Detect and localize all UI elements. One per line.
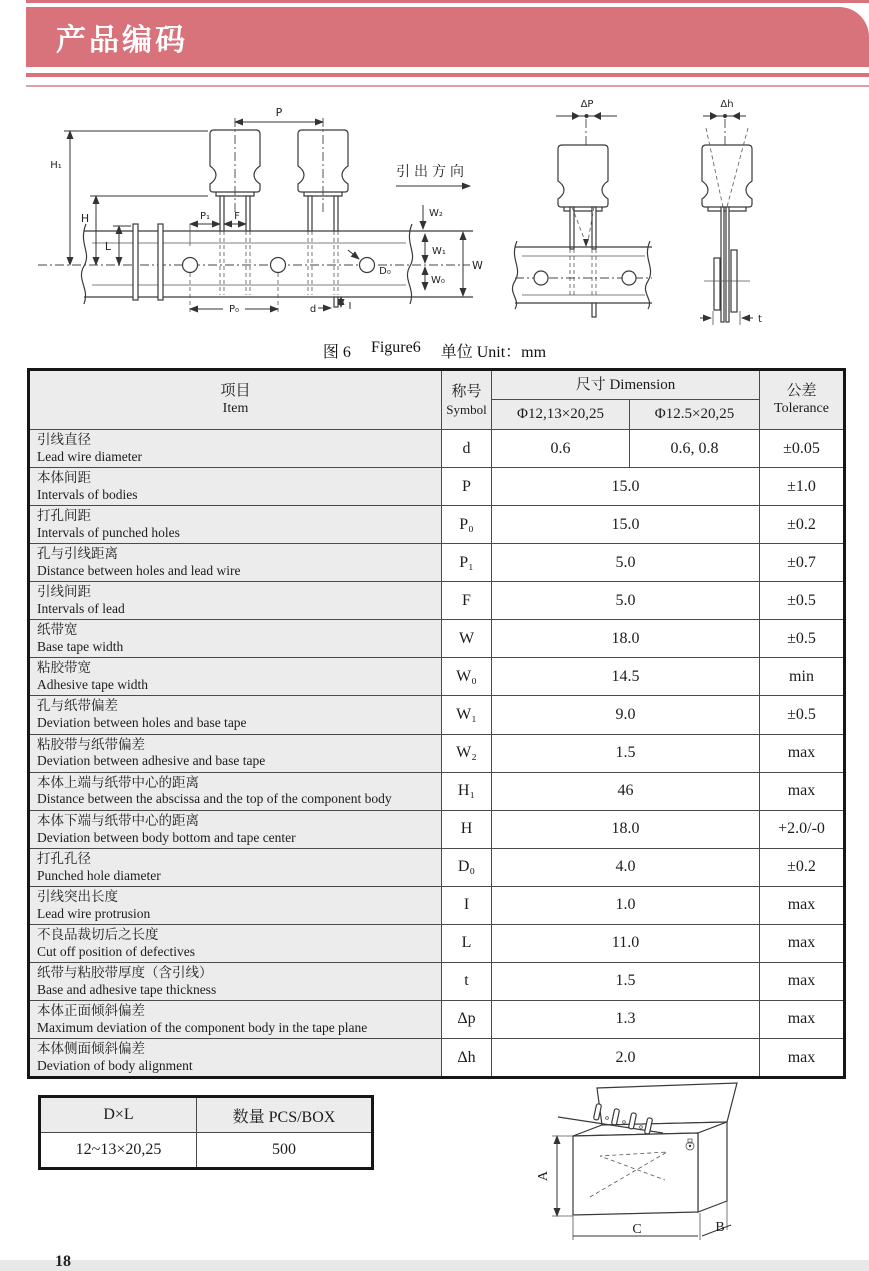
page-number: 18: [55, 1253, 71, 1270]
tolerance-cell: max: [760, 1000, 845, 1038]
tolerance-cell: max: [760, 962, 845, 1000]
item-en: Lead wire protrusion: [37, 905, 151, 921]
item-en: Lead wire diameter: [37, 448, 142, 464]
item-zh: 引线突出长度: [37, 888, 118, 904]
symbol-cell: H₁: [442, 772, 492, 810]
table-row: [29, 430, 845, 468]
item-zh: 本体下端与纸带中心的距离: [37, 812, 199, 828]
item-en: Deviation between body bottom and tape center: [37, 829, 296, 845]
label-delta-h: Δh: [720, 99, 734, 110]
symbol-cell: d: [442, 430, 492, 468]
item-cell: [29, 848, 442, 886]
page-title: 产品编码: [56, 23, 188, 58]
symbol-cell: L: [442, 924, 492, 962]
item-cell: [29, 582, 442, 620]
item-cell: [29, 544, 442, 582]
item-zh: 本体正面倾斜偏差: [37, 1002, 145, 1018]
header-item-en: Item: [222, 400, 249, 416]
box-drawing: [536, 1083, 737, 1240]
tolerance-cell: max: [760, 1039, 845, 1078]
delta-h-drawing: [700, 99, 762, 325]
item-cell: [29, 468, 442, 506]
item-cell: [29, 506, 442, 544]
dimension-cell: 46: [492, 772, 760, 810]
header-symbol-zh: 称号: [451, 383, 482, 400]
delta-p-drawing: [512, 99, 652, 317]
header-dim-col2: Φ12.5×20,25: [630, 400, 760, 430]
tolerance-cell: ±0.5: [760, 582, 845, 620]
figure-caption-unit: 单位 Unit：mm: [440, 344, 547, 361]
item-cell: [29, 1000, 442, 1038]
header-symbol: [442, 370, 492, 430]
header-dimension: 尺寸 Dimension: [492, 370, 760, 400]
dimension-cell: 15.0: [492, 506, 760, 544]
table-row: [29, 506, 845, 544]
symbol-cell: D₀: [442, 848, 492, 886]
table-row: [29, 658, 845, 696]
item-zh: 本体侧面倾斜偏差: [37, 1041, 145, 1056]
item-cell: [29, 734, 442, 772]
item-cell: [29, 810, 442, 848]
tolerance-cell: ±0.5: [760, 620, 845, 658]
label-delta-p: ΔP: [580, 99, 594, 110]
item-cell: [29, 962, 442, 1000]
label-l: L: [104, 240, 112, 253]
figure6-drawing: [30, 95, 840, 340]
table-row: [29, 962, 845, 1000]
tolerance-cell: min: [760, 658, 845, 696]
label-box-c: C: [632, 1222, 642, 1237]
item-zh: 粘胶带与纸带偏差: [37, 736, 145, 752]
tolerance-cell: ±0.5: [760, 696, 845, 734]
table-row: [29, 734, 845, 772]
symbol-cell: W₀: [442, 658, 492, 696]
symbol-cell: P₀: [442, 506, 492, 544]
table-row: [29, 696, 845, 734]
tolerance-cell: max: [760, 886, 845, 924]
symbol-cell: F: [442, 582, 492, 620]
item-zh: 纸带与粘胶带厚度（含引线）: [37, 964, 213, 980]
table-row: [29, 620, 845, 658]
table-row: [29, 886, 845, 924]
table-row: [29, 772, 845, 810]
dimension-cell: 9.0: [492, 696, 760, 734]
dimension-table: [27, 368, 846, 1079]
item-en: Intervals of lead: [37, 601, 125, 617]
label-w0: W₀: [431, 275, 445, 286]
label-w2: W₂: [429, 208, 443, 219]
item-en: Distance between the abscissa and the top of the component body: [37, 791, 392, 807]
header-tolerance-zh: 公差: [786, 383, 817, 400]
table-row: [29, 468, 845, 506]
figure-caption: [0, 339, 869, 362]
item-cell: [29, 620, 442, 658]
table-row: [29, 582, 845, 620]
tolerance-cell: ±0.2: [760, 506, 845, 544]
label-w1: W₁: [432, 246, 446, 257]
table-row: [29, 544, 845, 582]
label-t: t: [758, 314, 762, 325]
item-cell: [29, 772, 442, 810]
dimension-cell: 1.3: [492, 1000, 760, 1038]
dimension-cell: 14.5: [492, 658, 760, 696]
header-symbol-en: Symbol: [446, 401, 487, 417]
dimension-cell: 18.0: [492, 810, 760, 848]
symbol-cell: t: [442, 962, 492, 1000]
item-en: Deviation between holes and base tape: [37, 715, 247, 731]
item-cell: [29, 430, 442, 468]
tolerance-cell: +2.0/-0: [760, 810, 845, 848]
item-cell: [29, 1039, 442, 1078]
header-item: [29, 370, 442, 430]
item-zh: 打孔孔径: [37, 850, 91, 866]
item-zh: 打孔间距: [37, 508, 91, 524]
label-p0: P₀: [228, 304, 240, 315]
item-zh: 纸带宽: [37, 622, 78, 638]
label-h: H: [80, 212, 90, 225]
tolerance-cell: ±0.05: [760, 430, 845, 468]
item-en: Deviation of body alignment: [37, 1057, 193, 1073]
table-row: [29, 848, 845, 886]
header-top-strip: [26, 0, 869, 3]
symbol-cell: Δp: [442, 1000, 492, 1038]
dimension-cell: 1.5: [492, 734, 760, 772]
item-cell: [29, 886, 442, 924]
tolerance-cell: ±0.7: [760, 544, 845, 582]
tolerance-cell: max: [760, 772, 845, 810]
header-tolerance: [760, 370, 845, 430]
table-row: [29, 924, 845, 962]
item-cell: [29, 696, 442, 734]
figure-caption-zh: 图 6: [322, 344, 351, 361]
symbol-cell: W₂: [442, 734, 492, 772]
item-cell: [29, 924, 442, 962]
symbol-cell: I: [442, 886, 492, 924]
item-en: Base and adhesive tape thickness: [37, 981, 217, 997]
item-en: Maximum deviation of the component body in the tape plane: [37, 1019, 368, 1035]
dimension-cell-2: 0.6, 0.8: [630, 430, 760, 468]
tolerance-cell: ±1.0: [760, 468, 845, 506]
header-item-zh: 项目: [220, 383, 251, 400]
item-en: Adhesive tape width: [37, 677, 148, 693]
dimension-cell: 11.0: [492, 924, 760, 962]
item-en: Base tape width: [37, 639, 124, 655]
table-row: [29, 1000, 845, 1038]
item-zh: 引线直径: [37, 432, 91, 447]
tape-carrier-drawing: [38, 106, 483, 315]
packing-box-drawing: [525, 1068, 845, 1260]
figure-caption-en: Figure6: [370, 339, 421, 356]
dimension-cell: 15.0: [492, 468, 760, 506]
header-divider-line-2: [26, 85, 869, 87]
dimension-cell: 1.5: [492, 962, 760, 1000]
item-zh: 不良品裁切后之长度: [37, 926, 159, 942]
qty-value-size: 12~13×20,25: [40, 1133, 197, 1169]
item-en: Distance between holes and lead wire: [37, 563, 241, 579]
tolerance-cell: max: [760, 924, 845, 962]
qty-table: [38, 1095, 374, 1170]
label-box-a: A: [536, 1170, 551, 1182]
item-en: Intervals of punched holes: [37, 525, 180, 540]
dimension-cell: 5.0: [492, 582, 760, 620]
label-box-b: B: [715, 1220, 725, 1235]
item-zh: 粘胶带宽: [37, 660, 91, 676]
qty-header-qty: 数量 PCS/BOX: [197, 1097, 373, 1133]
title-banner: [26, 7, 869, 67]
dimension-cell: 4.0: [492, 848, 760, 886]
header-tolerance-en: Tolerance: [774, 400, 829, 416]
qty-value-qty: 500: [197, 1133, 373, 1169]
label-i: I: [348, 301, 352, 312]
table-row: [29, 810, 845, 848]
label-w: W: [472, 259, 483, 272]
symbol-cell: P₁: [442, 544, 492, 582]
symbol-cell: P: [442, 468, 492, 506]
tolerance-cell: max: [760, 734, 845, 772]
dimension-cell: 2.0: [492, 1039, 760, 1078]
item-en: Intervals of bodies: [37, 486, 138, 502]
item-zh: 本体间距: [37, 470, 91, 486]
symbol-cell: W: [442, 620, 492, 658]
item-zh: 孔与纸带偏差: [37, 698, 118, 714]
item-cell: [29, 658, 442, 696]
tolerance-cell: ±0.2: [760, 848, 845, 886]
qty-header-size: D×L: [40, 1097, 197, 1133]
lead-direction-label: 引出方向: [396, 165, 468, 180]
symbol-cell: H: [442, 810, 492, 848]
item-en: Deviation between adhesive and base tape: [37, 753, 266, 769]
item-en: Cut off position of defectives: [37, 943, 195, 959]
label-d: d: [309, 304, 317, 315]
symbol-cell: Δh: [442, 1039, 492, 1078]
item-zh: 孔与引线距离: [37, 546, 118, 562]
symbol-cell: W₁: [442, 696, 492, 734]
label-p: P: [275, 106, 283, 119]
dimension-cell: 18.0: [492, 620, 760, 658]
label-p1: P₁: [199, 211, 211, 222]
label-h1: H₁: [50, 160, 62, 171]
dimension-cell-1: 0.6: [492, 430, 630, 468]
header-dim-col1: Φ12,13×20,25: [492, 400, 630, 430]
dimension-cell: 1.0: [492, 886, 760, 924]
dimension-cell: 5.0: [492, 544, 760, 582]
item-zh: 本体上端与纸带中心的距离: [37, 774, 199, 790]
item-zh: 引线间距: [37, 584, 91, 600]
label-d0: D₀: [379, 266, 391, 277]
header-divider-line: [26, 73, 869, 77]
label-f: F: [234, 211, 240, 222]
item-en: Punched hole diameter: [37, 867, 161, 883]
